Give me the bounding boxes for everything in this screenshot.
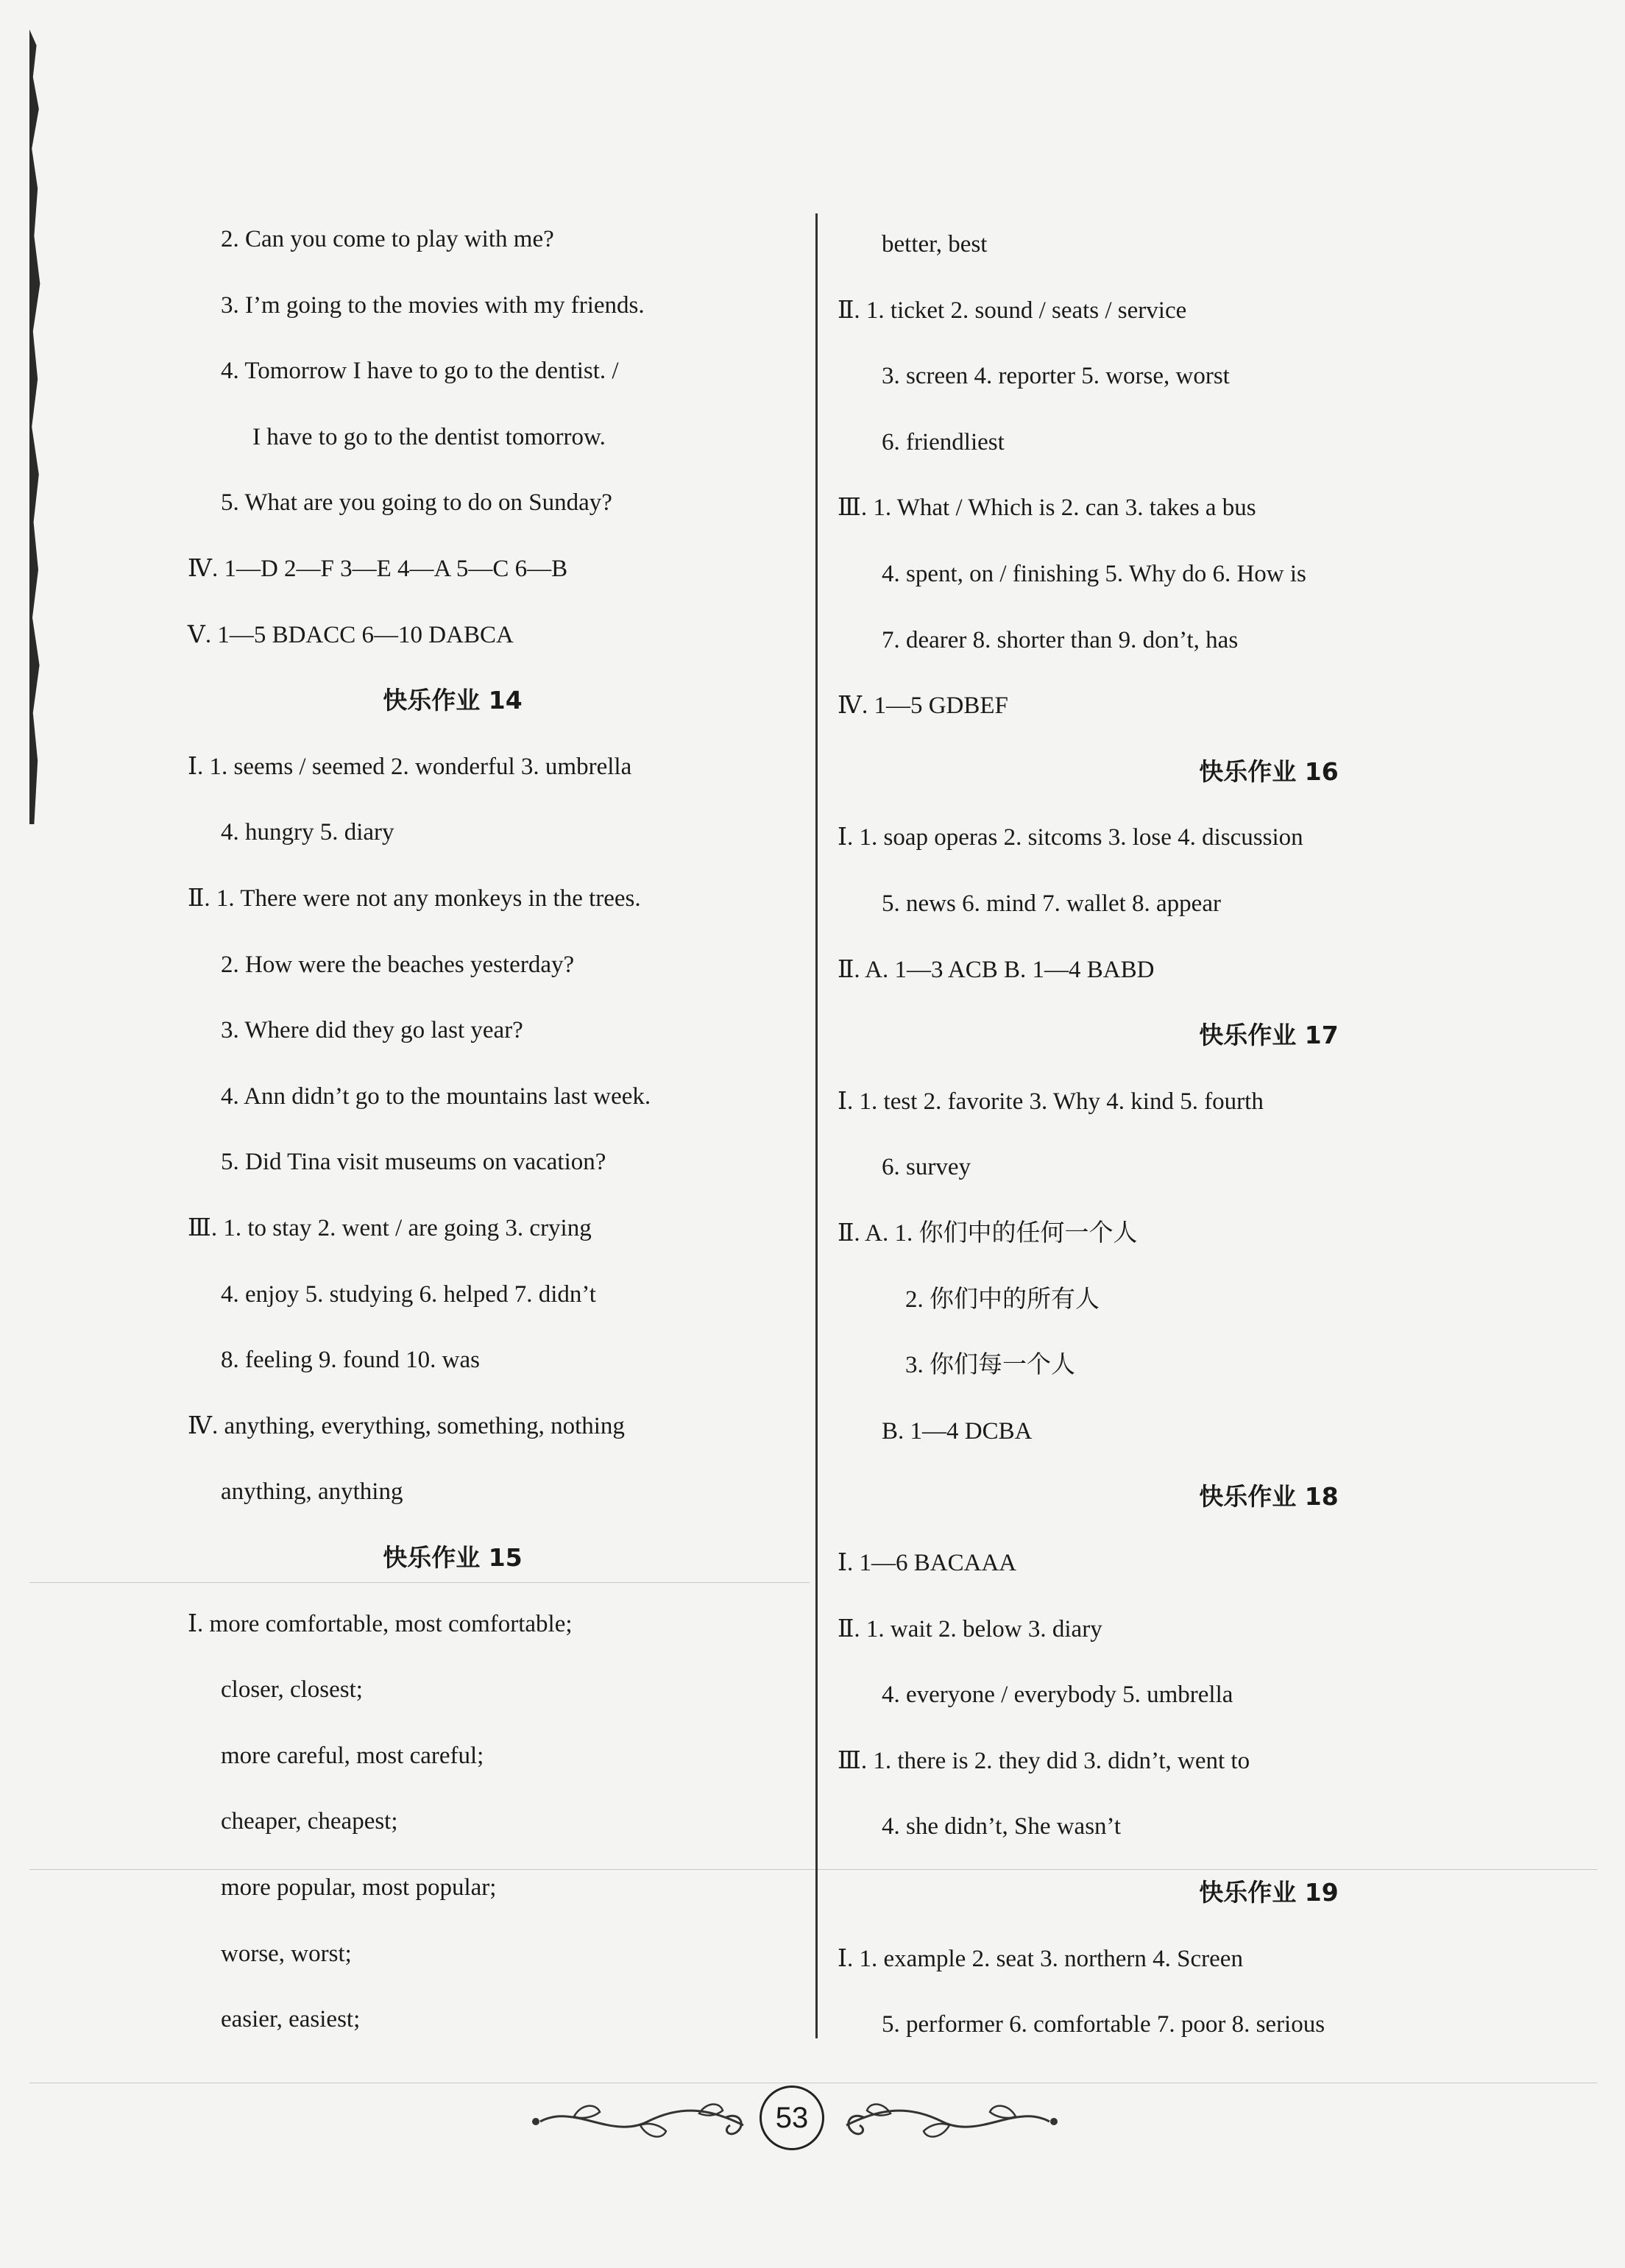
answer-line: 2. How were the beaches yesterday? [221,951,575,978]
answer-line: Ⅰ. more comfortable, most comfortable; [188,1610,573,1637]
answer-line: 4. everyone / everybody 5. umbrella [882,1681,1233,1709]
answer-line: Ⅰ. 1. seems / seemed 2. wonderful 3. umbrella [188,753,632,780]
answer-line: Ⅰ. 1—6 BACAAA [838,1550,1017,1576]
answer-line: 3. I’m going to the movies with my friends. [221,291,645,319]
answer-line: 3. Where did they go last year? [221,1017,523,1044]
answer-line: Ⅳ. anything, everything, something, nothing [188,1412,625,1439]
answer-line: Ⅱ. 1. wait 2. below 3. diary [838,1615,1102,1642]
section-heading: 快乐作业 18 [1199,1482,1339,1512]
answer-line: 2. Can you come to play with me? [221,226,554,252]
answer-line: Ⅲ. 1. to stay 2. went / are going 3. crying [188,1215,592,1241]
answer-line: more careful, most careful; [221,1742,484,1769]
answer-line: 4. she didn’t, She wasn’t [882,1813,1122,1840]
right-vine-ornament-icon [839,2096,1060,2147]
answer-line: cheaper, cheapest; [221,1808,398,1835]
answer-line: Ⅳ. 1—D 2—F 3—E 4—A 5—C 6—B [188,556,568,582]
left-vine-ornament-icon [530,2096,751,2147]
page-number: 53 [760,2086,824,2150]
answer-line: Ⅳ. 1—5 GDBEF [838,692,1008,720]
answer-line: Ⅲ. 1. there is 2. they did 3. didn’t, went to [838,1747,1250,1774]
answer-line: 3. 你们每一个人 [905,1352,1075,1379]
answer-line: 6. friendliest [882,428,1005,456]
page-footer [530,2083,1075,2156]
faint-fold-line [29,1582,810,1583]
answer-line: closer, closest; [221,1676,363,1704]
answer-line: 2. 你们中的所有人 [905,1286,1100,1313]
section-heading: 快乐作业 15 [383,1543,523,1572]
answer-line: Ⅰ. 1. soap operas 2. sitcoms 3. lose 4. discussion [838,824,1303,851]
answer-line: worse, worst; [221,1940,352,1967]
answer-line: Ⅰ. 1. test 2. favorite 3. Why 4. kind 5. fourth [838,1088,1264,1115]
answer-line: Ⅱ. 1. There were not any monkeys in the trees. [188,885,641,912]
answer-line: better, best [882,231,988,258]
section-heading: 快乐作业 14 [383,686,523,715]
answer-line: Ⅱ. A. 1—3 ACB B. 1—4 BABD [838,956,1155,983]
answer-line: 7. dearer 8. shorter than 9. don’t, has [882,626,1239,653]
answer-line: 3. screen 4. reporter 5. worse, worst [882,363,1230,390]
section-heading: 快乐作业 17 [1199,1021,1339,1050]
answer-line: 5. news 6. mind 7. wallet 8. appear [882,890,1221,917]
answer-line: more popular, most popular; [221,1874,497,1901]
answer-line: I have to go to the dentist tomorrow. [252,423,606,450]
answer-line: Ⅱ. 1. ticket 2. sound / seats / service [838,297,1187,324]
answer-line: 4. enjoy 5. studying 6. helped 7. didn’t [221,1280,596,1308]
answer-line: Ⅱ. A. 1. 你们中的任何一个人 [838,1220,1138,1247]
answer-line: 4. hungry 5. diary [221,819,394,846]
section-heading: 快乐作业 19 [1199,1878,1339,1907]
answer-line: 8. feeling 9. found 10. was [221,1347,480,1374]
answer-line: Ⅰ. 1. example 2. seat 3. northern 4. Screen [838,1945,1243,1972]
answer-line: 6. survey [882,1154,971,1181]
answer-line: 5. What are you going to do on Sunday? [221,489,612,517]
answer-line: easier, easiest; [221,2006,361,2033]
answer-line: B. 1—4 DCBA [882,1417,1033,1445]
faint-fold-line [29,1869,1597,1870]
answer-line: Ⅴ. 1—5 BDACC 6—10 DABCA [188,621,514,648]
answer-line: 5. performer 6. comfortable 7. poor 8. serious [882,2011,1325,2038]
answer-line: 4. spent, on / finishing 5. Why do 6. How is [882,561,1306,587]
answer-line: Ⅲ. 1. What / Which is 2. can 3. takes a bus [838,495,1256,522]
answer-line: 5. Did Tina visit museums on vacation? [221,1149,606,1176]
section-heading: 快乐作业 16 [1199,756,1339,786]
answer-line: 4. Ann didn’t go to the mountains last week. [221,1082,651,1110]
answer-line: 4. Tomorrow I have to go to the dentist. / [221,358,619,385]
answer-line: anything, anything [221,1478,403,1506]
column-divider [815,213,818,2038]
